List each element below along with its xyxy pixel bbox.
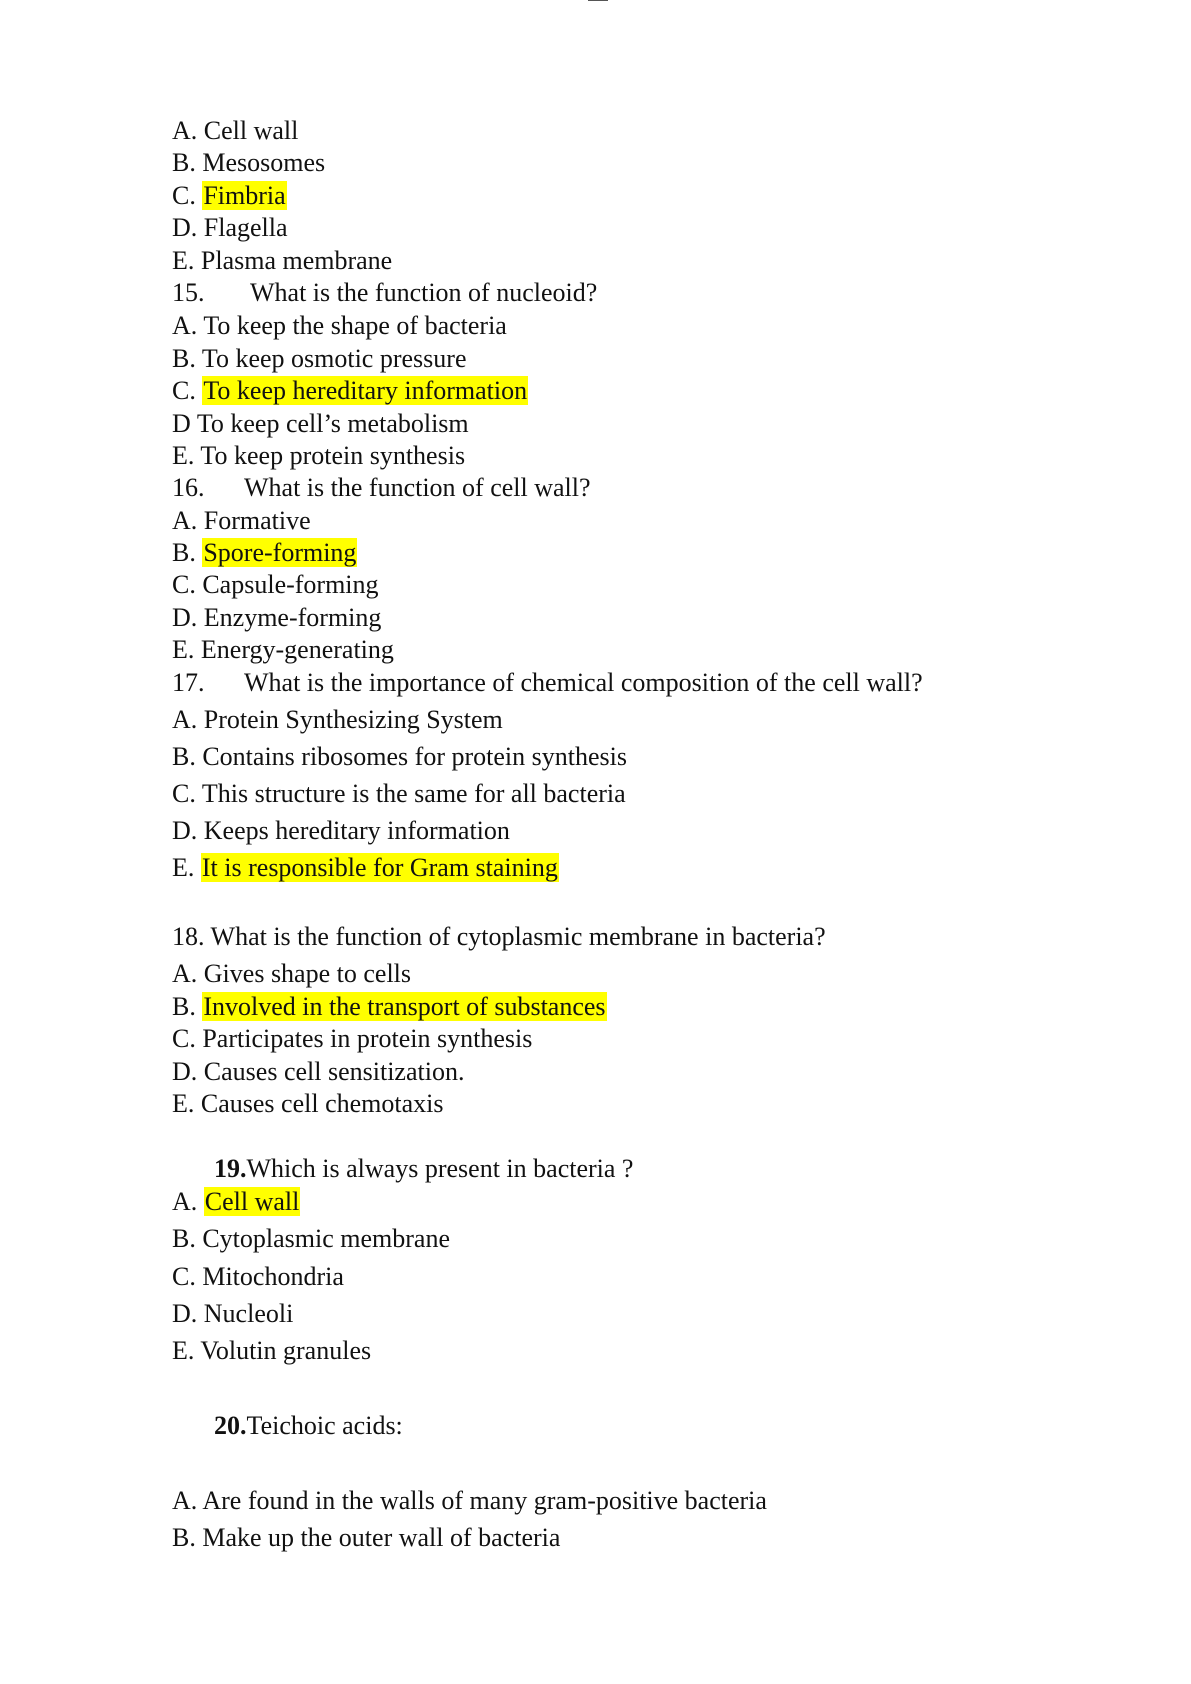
q18-option-e: E. Causes cell chemotaxis: [172, 1089, 444, 1118]
q15-option-c: C. To keep hereditary information: [172, 376, 528, 405]
highlighted-answer: Spore-forming: [203, 538, 357, 567]
q18-option-c: C. Participates in protein synthesis: [172, 1024, 533, 1053]
q14-option-c: C. Fimbria: [172, 181, 286, 210]
q16-option-c: C. Capsule-forming: [172, 570, 379, 599]
q14-option-b: B. Mesosomes: [172, 148, 326, 177]
highlighted-answer: Cell wall: [204, 1187, 300, 1216]
q15-option-e: E. To keep protein synthesis: [172, 441, 466, 470]
highlighted-answer: To keep hereditary information: [203, 376, 528, 405]
q16-option-a: A. Formative: [172, 506, 311, 535]
question-16: 16. What is the function of cell wall?: [172, 473, 591, 502]
q19-option-d: D. Nucleoli: [172, 1299, 294, 1328]
question-20: 20.Teichoic acids:: [214, 1411, 403, 1440]
q16-option-e: E. Energy-generating: [172, 635, 394, 664]
q20-option-a: A. Are found in the walls of many gram-positive bacteria: [172, 1486, 767, 1515]
question-15: 15. What is the function of nucleoid?: [172, 278, 598, 307]
highlighted-answer: Involved in the transport of substances: [203, 992, 606, 1021]
question-17: 17. What is the importance of chemical composition of the cell wall?: [172, 668, 923, 697]
q14-option-d: D. Flagella: [172, 213, 288, 242]
q15-option-b: B. To keep osmotic pressure: [172, 344, 467, 373]
q18-option-a: A. Gives shape to cells: [172, 959, 412, 988]
q18-option-d: D. Causes cell sensitization.: [172, 1057, 465, 1086]
q15-option-a: A. To keep the shape of bacteria: [172, 311, 507, 340]
q19-option-c: C. Mitochondria: [172, 1262, 344, 1291]
q17-option-b: B. Contains ribosomes for protein synthesis: [172, 742, 627, 771]
q20-option-b: B. Make up the outer wall of bacteria: [172, 1523, 561, 1552]
q15-option-d: D To keep cell’s metabolism: [172, 409, 469, 438]
question-18: 18. What is the function of cytoplasmic membrane in bacteria?: [172, 922, 826, 951]
q14-option-a: A. Cell wall: [172, 116, 299, 145]
q17-option-d: D. Keeps hereditary information: [172, 816, 510, 845]
q17-option-c: C. This structure is the same for all bacteria: [172, 779, 626, 808]
highlighted-answer: It is responsible for Gram staining: [201, 853, 558, 882]
page-top-marker: [588, 0, 608, 3]
q19-option-a: A. Cell wall: [172, 1187, 300, 1216]
q16-option-d: D. Enzyme-forming: [172, 603, 382, 632]
q19-option-b: B. Cytoplasmic membrane: [172, 1224, 451, 1253]
q18-option-b: B. Involved in the transport of substances: [172, 992, 606, 1021]
highlighted-answer: Fimbria: [203, 181, 286, 210]
q14-option-e: E. Plasma membrane: [172, 246, 393, 275]
q17-option-e: E. It is responsible for Gram staining: [172, 853, 558, 882]
q17-option-a: A. Protein Synthesizing System: [172, 705, 503, 734]
question-19: 19.Which is always present in bacteria ?: [214, 1154, 634, 1183]
q19-option-e: E. Volutin granules: [172, 1336, 372, 1365]
q16-option-b: B. Spore-forming: [172, 538, 357, 567]
